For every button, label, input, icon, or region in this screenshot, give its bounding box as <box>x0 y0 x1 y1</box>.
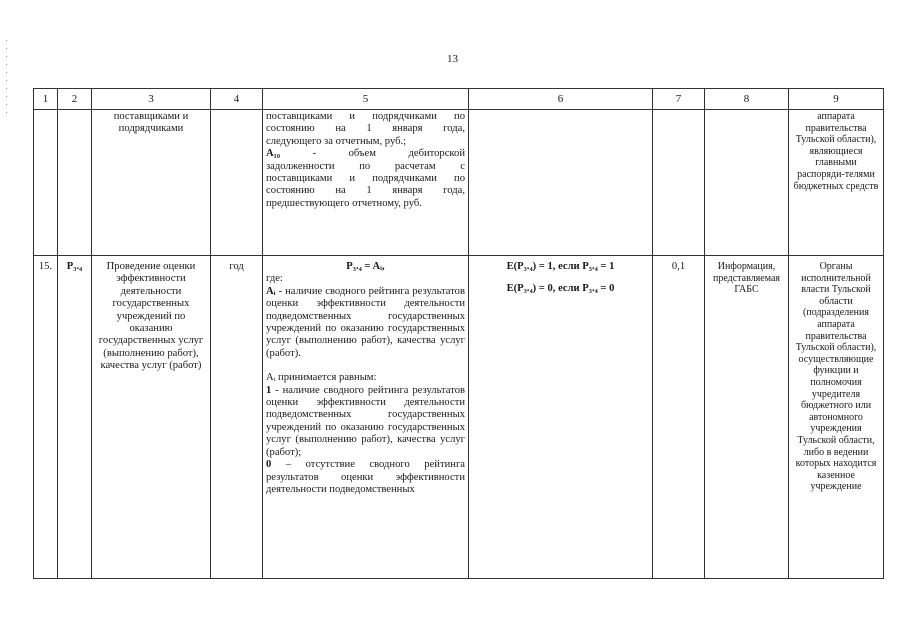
cell-formula <box>263 110 469 256</box>
a10-symbol: A₁₀ <box>266 148 281 160</box>
ai-symbol: Aᵢ <box>266 285 276 297</box>
evaluation-rule-1: E(P₃.₄) = 1, если P₃.₄ = 1 <box>506 261 615 272</box>
cell-code: P₃.₄ <box>58 256 92 579</box>
cell-evaluation <box>469 256 653 579</box>
indicators-table <box>33 88 884 579</box>
cell-responsible: аппарата правительства Тульской области), являющиеся главными распоряди-телями бюджетных средств <box>789 110 884 256</box>
col-header-8: 8 <box>705 89 789 110</box>
formula-text-line: предшествующего отчетному, руб. <box>266 197 422 209</box>
formula-text-line: состоянию на 1 января года, <box>266 185 465 197</box>
value-one-definition: - наличие сводного рейтинга результатов оценки эффективности деятельности подведомственных государственных учреждений по оказанию государственных услуг (выполнению работ), качества услуг (работ); <box>266 384 465 458</box>
formula-a10-line <box>266 148 465 160</box>
formula-text-line: следующего за отчетным, руб.; <box>266 135 407 147</box>
formula-text-line: поставщиками и подрядчиками по <box>266 173 465 185</box>
evaluation-rule-0: E(P₃.₄) = 0, если P₃.₄ = 0 <box>506 283 615 295</box>
col-header-2: 2 <box>58 89 92 110</box>
col-header-5: 5 <box>263 89 469 110</box>
value-zero-definition: – отсутствие сводного рейтинга результатов оценки эффективности деятельности подведомственных <box>266 459 465 495</box>
formula-text-line: состоянию на 1 января года, <box>266 123 465 135</box>
scan-edge-marks <box>6 40 9 120</box>
cell-source <box>705 110 789 256</box>
page-number: 13 <box>447 53 458 65</box>
value-one-block <box>266 385 465 459</box>
cell-formula <box>263 256 469 579</box>
column-number-row <box>34 89 884 110</box>
cell-num: 15. <box>34 256 58 579</box>
col-header-4: 4 <box>211 89 263 110</box>
cell-period <box>211 110 263 256</box>
col-header-6: 6 <box>469 89 653 110</box>
formula-text-line: поставщиками и подрядчиками по <box>266 111 465 122</box>
value-zero: 0 <box>266 459 272 471</box>
formula-text-line: задолженности по расчетам с <box>266 160 465 172</box>
col-header-1: 1 <box>34 89 58 110</box>
col-header-7: 7 <box>653 89 705 110</box>
cell-code <box>58 110 92 256</box>
col-header-9: 9 <box>789 89 884 110</box>
cell-weight: 0,1 <box>653 256 705 579</box>
a10-definition: - объем дебиторской <box>312 148 465 160</box>
formula-where: где: <box>266 273 283 285</box>
ai-equals-text: Aᵢ принимается равным: <box>266 372 377 384</box>
value-zero-block <box>266 459 465 496</box>
ai-definition-block <box>266 286 465 360</box>
col-header-3: 3 <box>92 89 211 110</box>
ai-definition: - наличие сводного рейтинга результатов оценки эффективности деятельности подведомственных государственных учреждений по оказанию государственных услуг (выполнению работ), качества услуг (работ). <box>266 285 465 359</box>
cell-responsible: Органы исполнительной власти Тульской области (подразделения аппарата правительства Тульской области), осуществляющие функции и полномочия учредителя бюджетного или автономного учреждения Тульской области, либо в ведении которых находится казенное учреждение <box>789 256 884 579</box>
cell-source: Информация, представляемая ГАБС <box>705 256 789 579</box>
formula-main: P₃.₄ = Aᵢ, <box>346 261 385 272</box>
cell-num <box>34 110 58 256</box>
value-one: 1 <box>266 384 272 396</box>
cell-indicator-name: Проведение оценки эффективности деятельности государственных учреждений по оказанию государственных услуг (выполнению работ), качества услуг (работ) <box>92 256 211 579</box>
table-row-15 <box>34 256 884 579</box>
cell-period: год <box>211 256 263 579</box>
table-row-continued <box>34 110 884 256</box>
cell-weight <box>653 110 705 256</box>
cell-indicator-name: поставщиками и подрядчиками <box>92 110 211 256</box>
cell-evaluation <box>469 110 653 256</box>
